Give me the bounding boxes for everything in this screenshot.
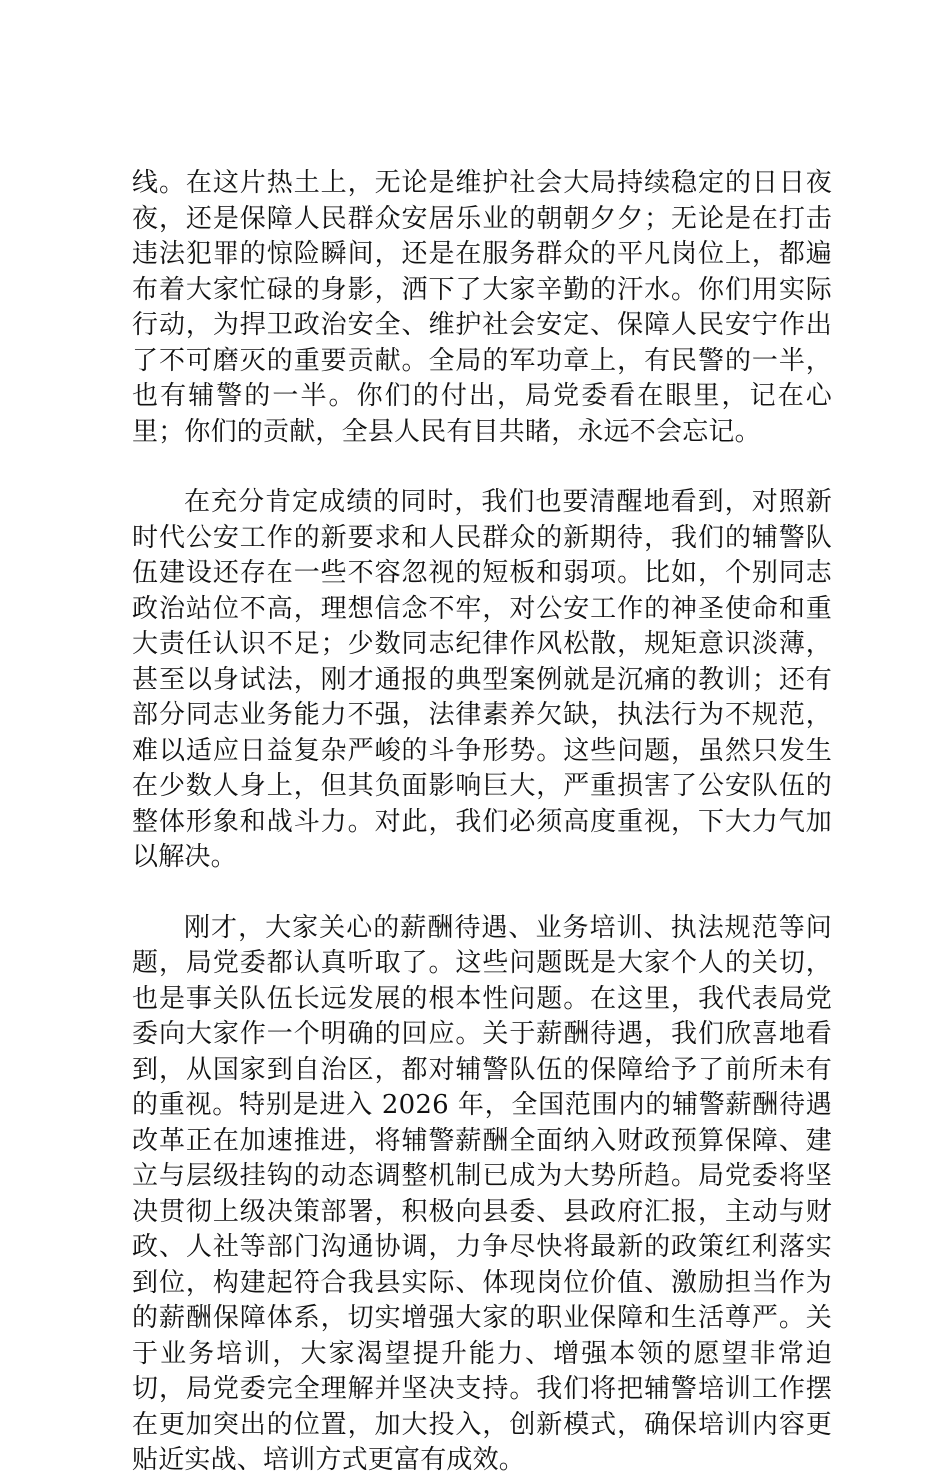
document-body [132,166,832,1479]
paragraph-2: 在充分肯定成绩的同时，我们也要清醒地看到，对照新时代公安工作的新要求和人民群众的新期待，我们的辅警队伍建设还存在一些不容忽视的短板和弱项。比如，个别同志政治站位不高，理想信念不牢，对公安工作的神圣使命和重大责任认识不足；少数同志纪律作风松散，规矩意识淡薄，甚至以身试法，刚才通报的典型案例就是沉痛的教训；还有部分同志业务能力不强，法律素养欠缺，执法行为不规范，难以适应日益复杂严峻的斗争形势。这些问题，虽然只发生在少数人身上，但其负面影响巨大，严重损害了公安队伍的整体形象和战斗力。对此，我们必须高度重视，下大力气加以解决。 [132,487,832,872]
paragraph-3: 刚才，大家关心的薪酬待遇、业务培训、执法规范等问题，局党委都认真听取了。这些问题既是大家个人的关切，也是事关队伍长远发展的根本性问题。在这里，我代表局党委向大家作一个明确的回应。关于薪酬待遇，我们欣喜地看到，从国家到自治区，都对辅警队伍的保障给予了前所未有的重视。特别是进入 2026 年，全国范围内的辅警薪酬待遇改革正在加速推进，将辅警薪酬全面纳入财政预算保障、建立与层级挂钩的动态调整机制已成为大势所趋。局党委将坚决贯彻上级决策部署，积极向县委、县政府汇报，主动与财政、人社等部门沟通协调，力争尽快将最新的政策红利落实到位，构建起符合我县实际、体现岗位价值、激励担当作为的薪酬保障体系，切实增强大家的职业保障和生活尊严。关于业务培训，大家渴望提升能力、增强本领的愿望非常迫切，局党委完全理解并坚决支持。我们将把辅警培训工作摆在更加突出的位置，加大投入，创新模式，确保培训内容更贴近实战、培训方式更富有成效。 [132,912,832,1475]
paragraph-1: 线。在这片热土上，无论是维护社会大局持续稳定的日日夜夜，还是保障人民群众安居乐业的朝朝夕夕；无论是在打击违法犯罪的惊险瞬间，还是在服务群众的平凡岗位上，都遍布着大家忙碌的身影，洒下了大家辛勤的汗水。你们用实际行动，为捍卫政治安全、维护社会安定、保障人民安宁作出了不可磨灭的重要贡献。全局的军功章上，有民警的一半，也有辅警的一半。你们的付出，局党委看在眼里，记在心里；你们的贡献，全县人民有目共睹，永远不会忘记。 [132,168,832,447]
